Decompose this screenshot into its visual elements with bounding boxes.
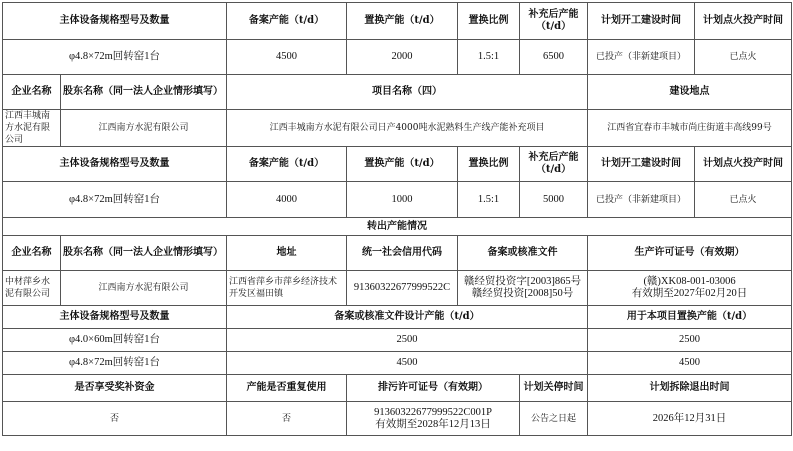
section1-data-row xyxy=(3,40,792,75)
pollution-permit-cell xyxy=(347,402,520,436)
project-name-header: 项目名称（四） xyxy=(227,75,588,110)
company-name-cell: 中材萍乡水泥有限公司 xyxy=(3,271,61,306)
company-name-header: 企业名称 xyxy=(3,236,61,271)
capacity-after-supplement-cell: 6500 xyxy=(520,40,588,75)
equipment-cell: φ4.8×72m回转窑1台 xyxy=(3,40,227,75)
section5-header-row xyxy=(3,306,792,329)
section4-header-row xyxy=(3,236,792,271)
design-capacity-header: 备案或核准文件设计产能（t/d） xyxy=(227,306,588,329)
company-name-cell: 江西丰城南方水泥有限公司 xyxy=(3,110,61,147)
credit-code-cell: 91360322677999522C xyxy=(347,271,458,306)
capacity-replacement-table xyxy=(2,2,792,436)
section6-data-row xyxy=(3,402,792,436)
replacement-ratio-cell: 1.5:1 xyxy=(458,182,520,218)
planned-construction-start-header: 计划开工建设时间 xyxy=(588,3,695,40)
company-name-header: 企业名称 xyxy=(3,75,61,110)
design-capacity-cell: 2500 xyxy=(227,329,588,352)
section4-data-row xyxy=(3,271,792,306)
planned-ignition-cell: 已点火 xyxy=(695,182,792,218)
design-capacity-cell: 4500 xyxy=(227,352,588,375)
section2-header-row xyxy=(3,75,792,110)
capacity-after-supplement-header: 补充后产能（t/d） xyxy=(520,147,588,182)
pollution-permit-line2: 有效期至2028年12月13日 xyxy=(375,418,491,430)
production-license-line2: 有效期至2027年02月20日 xyxy=(631,288,748,299)
section1-header-row xyxy=(3,3,792,40)
planned-shutdown-header: 计划关停时间 xyxy=(520,375,588,402)
address-header: 地址 xyxy=(227,236,347,271)
replacement-ratio-cell: 1.5:1 xyxy=(458,40,520,75)
record-document-cell xyxy=(458,271,588,306)
recorded-capacity-header: 备案产能（t/d） xyxy=(227,3,347,40)
section3-header-row xyxy=(3,147,792,182)
planned-demolition-cell: 2026年12月31日 xyxy=(588,402,792,436)
used-for-replacement-cell: 2500 xyxy=(588,329,792,352)
used-for-replacement-cell: 4500 xyxy=(588,352,792,375)
planned-construction-start-header: 计划开工建设时间 xyxy=(588,147,695,182)
equipment-header: 主体设备规格型号及数量 xyxy=(3,3,227,40)
shareholder-name-header: 股东名称（同一法人企业情形填写） xyxy=(61,236,227,271)
shareholder-name-header: 股东名称（同一法人企业情形填写） xyxy=(61,75,227,110)
planned-construction-start-cell: 已投产（非新建项目） xyxy=(588,182,695,218)
replacement-capacity-header: 置换产能（t/d） xyxy=(347,3,458,40)
location-cell: 江西省宜春市丰城市尚庄街道丰高线99号 xyxy=(588,110,792,147)
planned-shutdown-cell: 公告之日起 xyxy=(520,402,588,436)
pollution-permit-line1: 91360322677999522C001P xyxy=(374,406,492,418)
subsidy-header: 是否享受奖补资金 xyxy=(3,375,227,402)
section5-row-2 xyxy=(3,352,792,375)
replacement-ratio-header: 置换比例 xyxy=(458,3,520,40)
planned-demolition-header: 计划拆除退出时间 xyxy=(588,375,792,402)
planned-ignition-header: 计划点火投产时间 xyxy=(695,147,792,182)
equipment-cell: φ4.0×60m回转窑1台 xyxy=(3,329,227,352)
shareholder-name-cell: 江西南方水泥有限公司 xyxy=(61,110,227,147)
replacement-capacity-cell: 2000 xyxy=(347,40,458,75)
section6-header-row xyxy=(3,375,792,402)
used-for-replacement-header: 用于本项目置换产能（t/d） xyxy=(588,306,792,329)
shareholder-name-cell: 江西南方水泥有限公司 xyxy=(61,271,227,306)
capacity-after-supplement-header: 补充后产能（t/d） xyxy=(520,3,588,40)
production-license-cell xyxy=(588,271,792,306)
record-document-line2: 赣经贸投资[2008]50号 xyxy=(471,288,574,299)
location-header: 建设地点 xyxy=(588,75,792,110)
record-document-line1: 赣经贸投资字[2003]865号 xyxy=(463,276,582,287)
planned-ignition-cell: 已点火 xyxy=(695,40,792,75)
recorded-capacity-cell: 4000 xyxy=(227,182,347,218)
record-document-header: 备案或核准文件 xyxy=(458,236,588,271)
equipment-cell: φ4.8×72m回转窑1台 xyxy=(3,352,227,375)
replacement-capacity-header: 置换产能（t/d） xyxy=(347,147,458,182)
section3-data-row xyxy=(3,182,792,218)
transfer-out-capacity-title: 转出产能情况 xyxy=(3,218,792,236)
subsidy-cell: 否 xyxy=(3,402,227,436)
pollution-permit-header: 排污许可证号（有效期） xyxy=(347,375,520,402)
equipment-header: 主体设备规格型号及数量 xyxy=(3,306,227,329)
equipment-header: 主体设备规格型号及数量 xyxy=(3,147,227,182)
section4-title-row xyxy=(3,218,792,236)
credit-code-header: 统一社会信用代码 xyxy=(347,236,458,271)
project-name-cell: 江西丰城南方水泥有限公司日产4000吨水泥熟料生产线产能补充项目 xyxy=(227,110,588,147)
reused-header: 产能是否重复使用 xyxy=(227,375,347,402)
recorded-capacity-cell: 4500 xyxy=(227,40,347,75)
section5-row-1 xyxy=(3,329,792,352)
capacity-after-supplement-cell: 5000 xyxy=(520,182,588,218)
production-license-line1: (赣)XK08-001-03006 xyxy=(643,276,736,287)
recorded-capacity-header: 备案产能（t/d） xyxy=(227,147,347,182)
reused-cell: 否 xyxy=(227,402,347,436)
planned-ignition-header: 计划点火投产时间 xyxy=(695,3,792,40)
production-license-header: 生产许可证号（有效期） xyxy=(588,236,792,271)
address-cell: 江西省萍乡市萍乡经济技术开发区福田镇 xyxy=(227,271,347,306)
section2-data-row xyxy=(3,110,792,147)
equipment-cell: φ4.8×72m回转窑1台 xyxy=(3,182,227,218)
replacement-capacity-cell: 1000 xyxy=(347,182,458,218)
planned-construction-start-cell: 已投产（非新建项目） xyxy=(588,40,695,75)
replacement-ratio-header: 置换比例 xyxy=(458,147,520,182)
